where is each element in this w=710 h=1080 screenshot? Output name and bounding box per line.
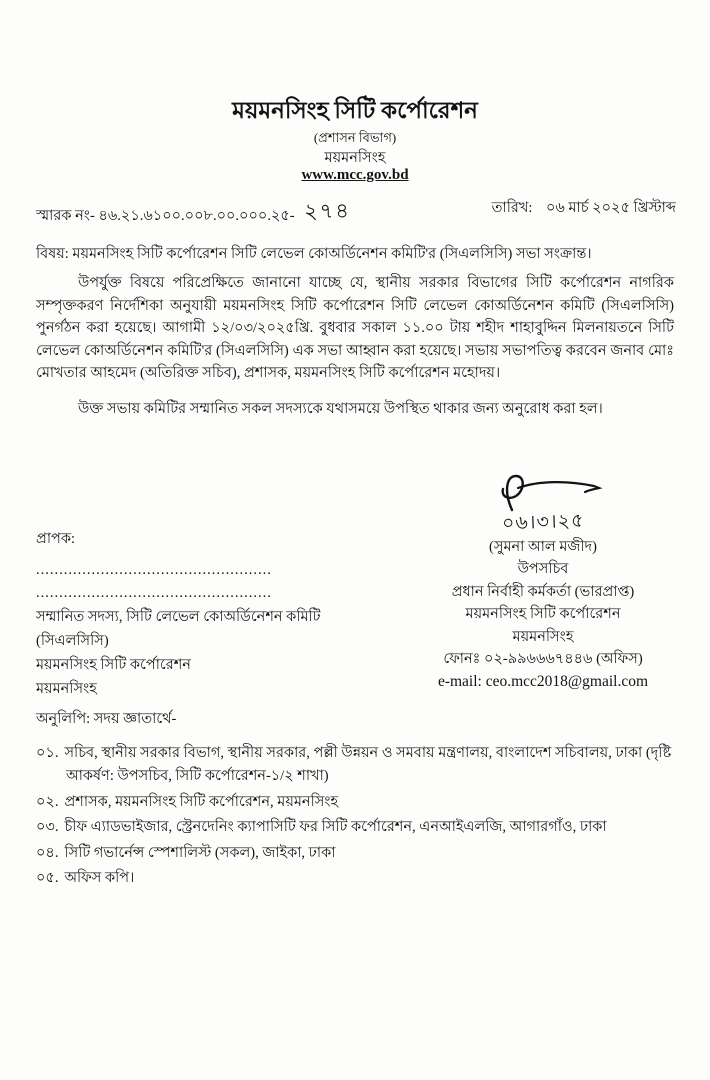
copies-list: [36, 742, 680, 893]
signatory-org: ময়মনসিংহ সিটি কর্পোরেশন: [465, 606, 621, 622]
recipient-label: প্রাপক:: [36, 531, 76, 547]
memo-number-handwritten: ২৭৪: [303, 198, 352, 224]
memo-date-row: [36, 197, 680, 232]
recipient-line-1: সম্মানিত সদস্য, সিটি লেভেল কোঅর্ডিনেশন কমিটি (সিএলসিসি): [36, 609, 321, 649]
copy-item-number: ০১.: [36, 745, 59, 761]
copy-item: [36, 867, 680, 890]
signatory-name: (সুমনা আল মজীদ): [489, 538, 597, 555]
website-link[interactable]: www.mcc.gov.bd: [301, 167, 409, 183]
copy-item-text: সচিব, স্থানীয় সরকার বিভাগ, স্থানীয় সরকার, পল্লী উন্নয়ন ও সমবায় মন্ত্রণালয়, বাংলাদেশ সচিবালয়, ঢাকা (দৃষ্টি আকর্ষণ: উপসচিব, সিটি কর্পোরেশন-১/২ শাখা): [64, 745, 672, 784]
recipient-line-3: ময়মনসিংহ: [36, 681, 97, 697]
signatory-email[interactable]: e-mail: ceo.mcc2018@gmail.com: [437, 672, 649, 690]
copy-item-text: অফিস কপি।: [64, 870, 135, 886]
date-label: তারিখ:: [491, 200, 533, 216]
header-city: ময়মনসিংহ: [324, 150, 386, 166]
copy-item-number: ০৫.: [36, 870, 59, 886]
copy-item: [36, 816, 680, 839]
recipient-block: [36, 527, 396, 701]
subject-line: বিষয়: ময়মনসিংহ সিটি কর্পোরেশন সিটি লেভেল কোঅর্ডিনেশন কমিটি'র (সিএলসিসি) সভা সংক্রান্ত।: [36, 246, 592, 262]
signatory-designation: উপসচিব: [517, 561, 569, 577]
signature-block: [408, 470, 678, 693]
copy-item: [36, 742, 680, 788]
signatory-city: ময়মনসিংহ: [512, 628, 574, 645]
recipient-line-2: ময়মনসিংহ সিটি কর্পোরেশন: [36, 657, 191, 673]
recipient-blank-line-1: ...................................................: [36, 562, 272, 578]
signatory-title: প্রধান নির্বাহী কর্মকর্তা (ভারপ্রাপ্ত): [451, 583, 635, 600]
copy-item: [36, 842, 680, 865]
copy-item-number: ০২.: [36, 793, 59, 810]
recipient-blank-line-2: ...................................................: [36, 585, 272, 601]
copy-item-number: ০৪.: [36, 844, 59, 861]
body-paragraph-1: উপর্যুক্ত বিষয়ে পরিপ্রেক্ষিতে জানানো যাচ্ছে যে, স্থানীয় সরকার বিভাগের সিটি কর্পোরেশন নাগরিক সম্পৃক্তকরণ নির্দেশিকা অনুযায়ী ময়মনসিংহ সিটি কর্পোরেশন সিটি লেভেল কোঅর্ডিনেশন কমিটি (সিএলসিসি) পুনর্গঠন করা হয়েছে। আগামী ১২/০৩/২০২৫খ্রি. বুধবার সকাল ১১.০০ টায় শহীদ শাহাবুদ্দিন মিলনায়তনে সিটি লেভেল কোঅর্ডিনেশন কমিটি'র (সিএলসিসি) এক সভা আহ্বান করা হয়েছে। সভায় সভাপতিত্ব করবেন জনাব মোঃ মোখতার আহমেদ (অতিরিক্ত সচিব), প্রশাসক, ময়মনসিংহ সিটি কর্পোরেশন মহোদয়।: [36, 275, 674, 381]
memo-number-label: স্মারক নং- ৪৬.২১.৬১০০.০০৮.০০.০০০.২৫-: [36, 208, 295, 224]
copy-item-number: ০৩.: [36, 819, 59, 835]
body-paragraph-2: উক্ত সভায় কমিটির সম্মানিত সকল সদস্যকে যথাসময়ে উপস্থিত থাকার জন্য অনুরোধ করা হল।: [78, 401, 603, 417]
signature-flourish-icon: [408, 470, 678, 516]
department-name: (প্রশাসন বিভাগ): [313, 130, 397, 145]
signatory-phone: ফোনঃ ০২-৯৯৬৬৬৭৪৪৬ (অফিস): [443, 651, 643, 667]
signature-handwritten-date: ০৬।৩।২৫: [501, 509, 585, 535]
copy-item-text: সিটি গভার্নেন্স স্পেশালিস্ট (সকল), জাইকা, ঢাকা: [64, 844, 336, 861]
website-row: [0, 167, 710, 184]
copy-item: [36, 791, 680, 814]
date-value: ০৬ মার্চ ২০২৫ খ্রিস্টাব্দ: [546, 200, 676, 216]
copy-item-text: চীফ এ্যাডভাইজার, স্ট্রেনদেনিং ক্যাপাসিটি ফর সিটি কর্পোরেশন, এনআইএলজি, আগারগাঁও, ঢাকা: [64, 819, 607, 835]
memo-number: [36, 197, 351, 232]
copy-item-text: প্রশাসক, ময়মনসিংহ সিটি কর্পোরেশন, ময়মনসিংহ: [64, 793, 339, 810]
date-row: [492, 197, 680, 221]
copies-heading: অনুলিপি: সদয় জ্ঞাতার্থে-: [36, 711, 177, 727]
org-name: ময়মনসিংহ সিটি কর্পোরেশন: [232, 98, 478, 123]
